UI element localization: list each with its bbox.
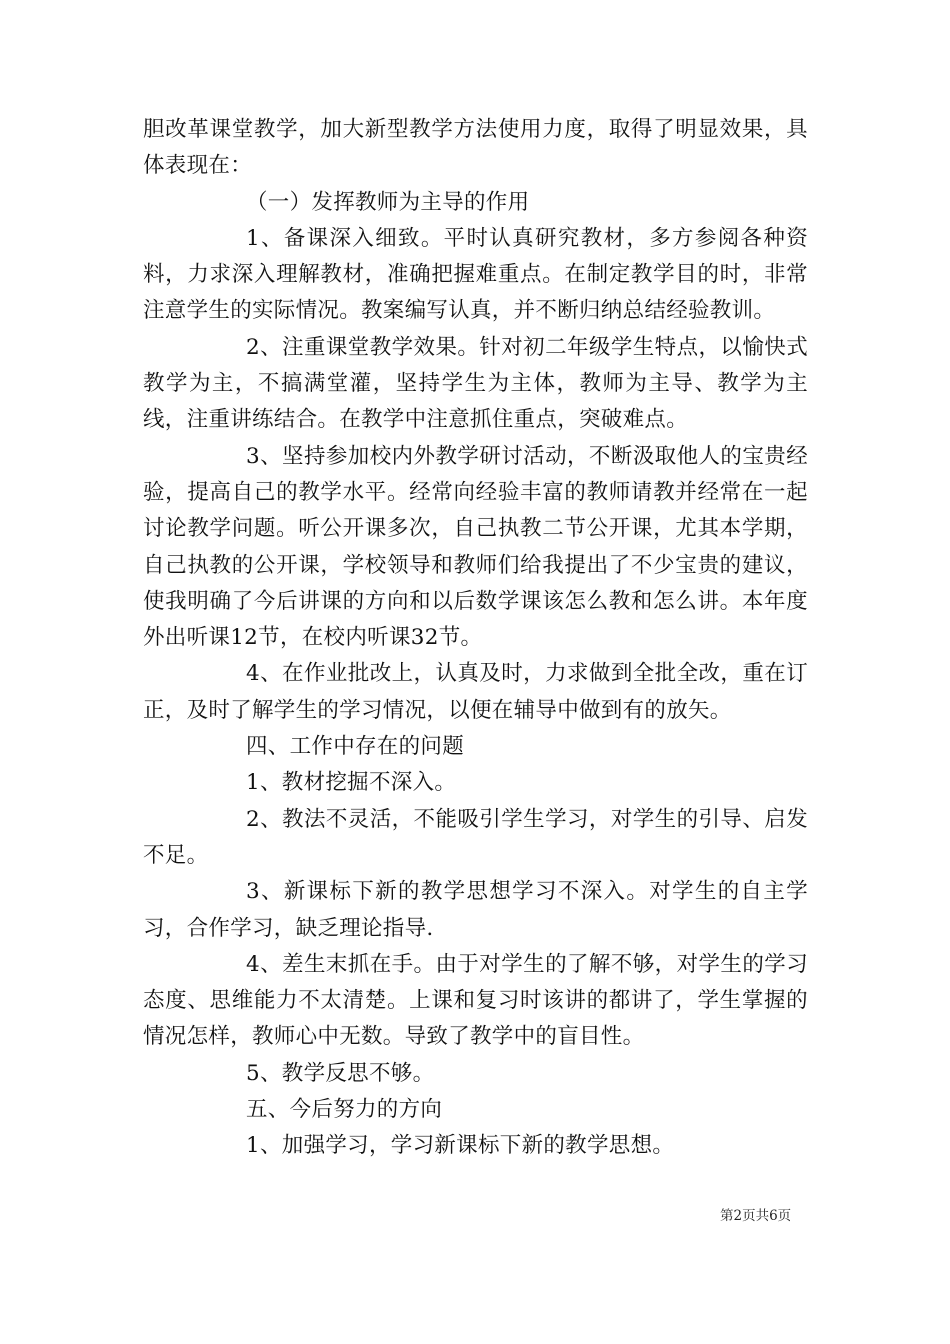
- paragraph-direction-1: 1、加强学习，学习新课标下新的教学思想。: [246, 1133, 675, 1159]
- paragraph-research-activities: 3、坚持参加校内外教学研讨活动，不断汲取他人的宝贵经验，提高自己的教学水平。经常向经验丰富的教师请教并经常在一起讨论教学问题。听公开课多次，自己执教二节公开课，尤其本学期，自己执教的公开课，学校领导和教师们给我提出了不少宝贵的建议，使我明确了今后讲课的方向和以后数学课该怎么教和怎么讲。本年度外出听课12节，在校内听课32节。: [143, 443, 808, 651]
- page-number-footer: 第2页共6页: [720, 1208, 792, 1224]
- heading-problems: 四、工作中存在的问题: [246, 734, 465, 760]
- heading-future-direction: 五、今后努力的方向: [246, 1097, 443, 1123]
- paragraph-problem-2: 2、教法不灵活，不能吸引学生学习，对学生的引导、启发不足。: [143, 806, 808, 868]
- document-body: [143, 112, 808, 1165]
- heading-teacher-role: （一）发挥教师为主导的作用: [246, 189, 530, 215]
- paragraph-intro: 胆改革课堂教学，加大新型教学方法使用力度，取得了明显效果，具体表现在：: [143, 117, 808, 179]
- paragraph-homework-grading: 4、在作业批改上，认真及时，力求做到全批全改，重在订正，及时了解学生的学习情况，以便在辅导中做到有的放矢。: [143, 661, 808, 723]
- paragraph-classroom-effect: 2、注重课堂教学效果。针对初二年级学生特点，以愉快式教学为主，不搞满堂灌，坚持学生为主体，教师为主导、教学为主线，注重讲练结合。在教学中注意抓住重点，突破难点。: [143, 334, 808, 433]
- paragraph-lesson-prep: 1、备课深入细致。平时认真研究教材，多方参阅各种资料，力求深入理解教材，准确把握难重点。在制定教学目的时，非常注意学生的实际情况。教案编写认真，并不断归纳总结经验教训。: [143, 225, 808, 324]
- paragraph-problem-4: 4、差生末抓在手。由于对学生的了解不够，对学生的学习态度、思维能力不太清楚。上课和复习时该讲的都讲了，学生掌握的情况怎样，教师心中无数。导致了教学中的盲目性。: [143, 951, 808, 1050]
- paragraph-problem-3: 3、新课标下新的教学思想学习不深入。对学生的自主学习，合作学习，缺乏理论指导.: [143, 879, 808, 941]
- paragraph-problem-1: 1、教材挖掘不深入。: [246, 770, 457, 796]
- paragraph-problem-5: 5、教学反思不够。: [246, 1060, 435, 1086]
